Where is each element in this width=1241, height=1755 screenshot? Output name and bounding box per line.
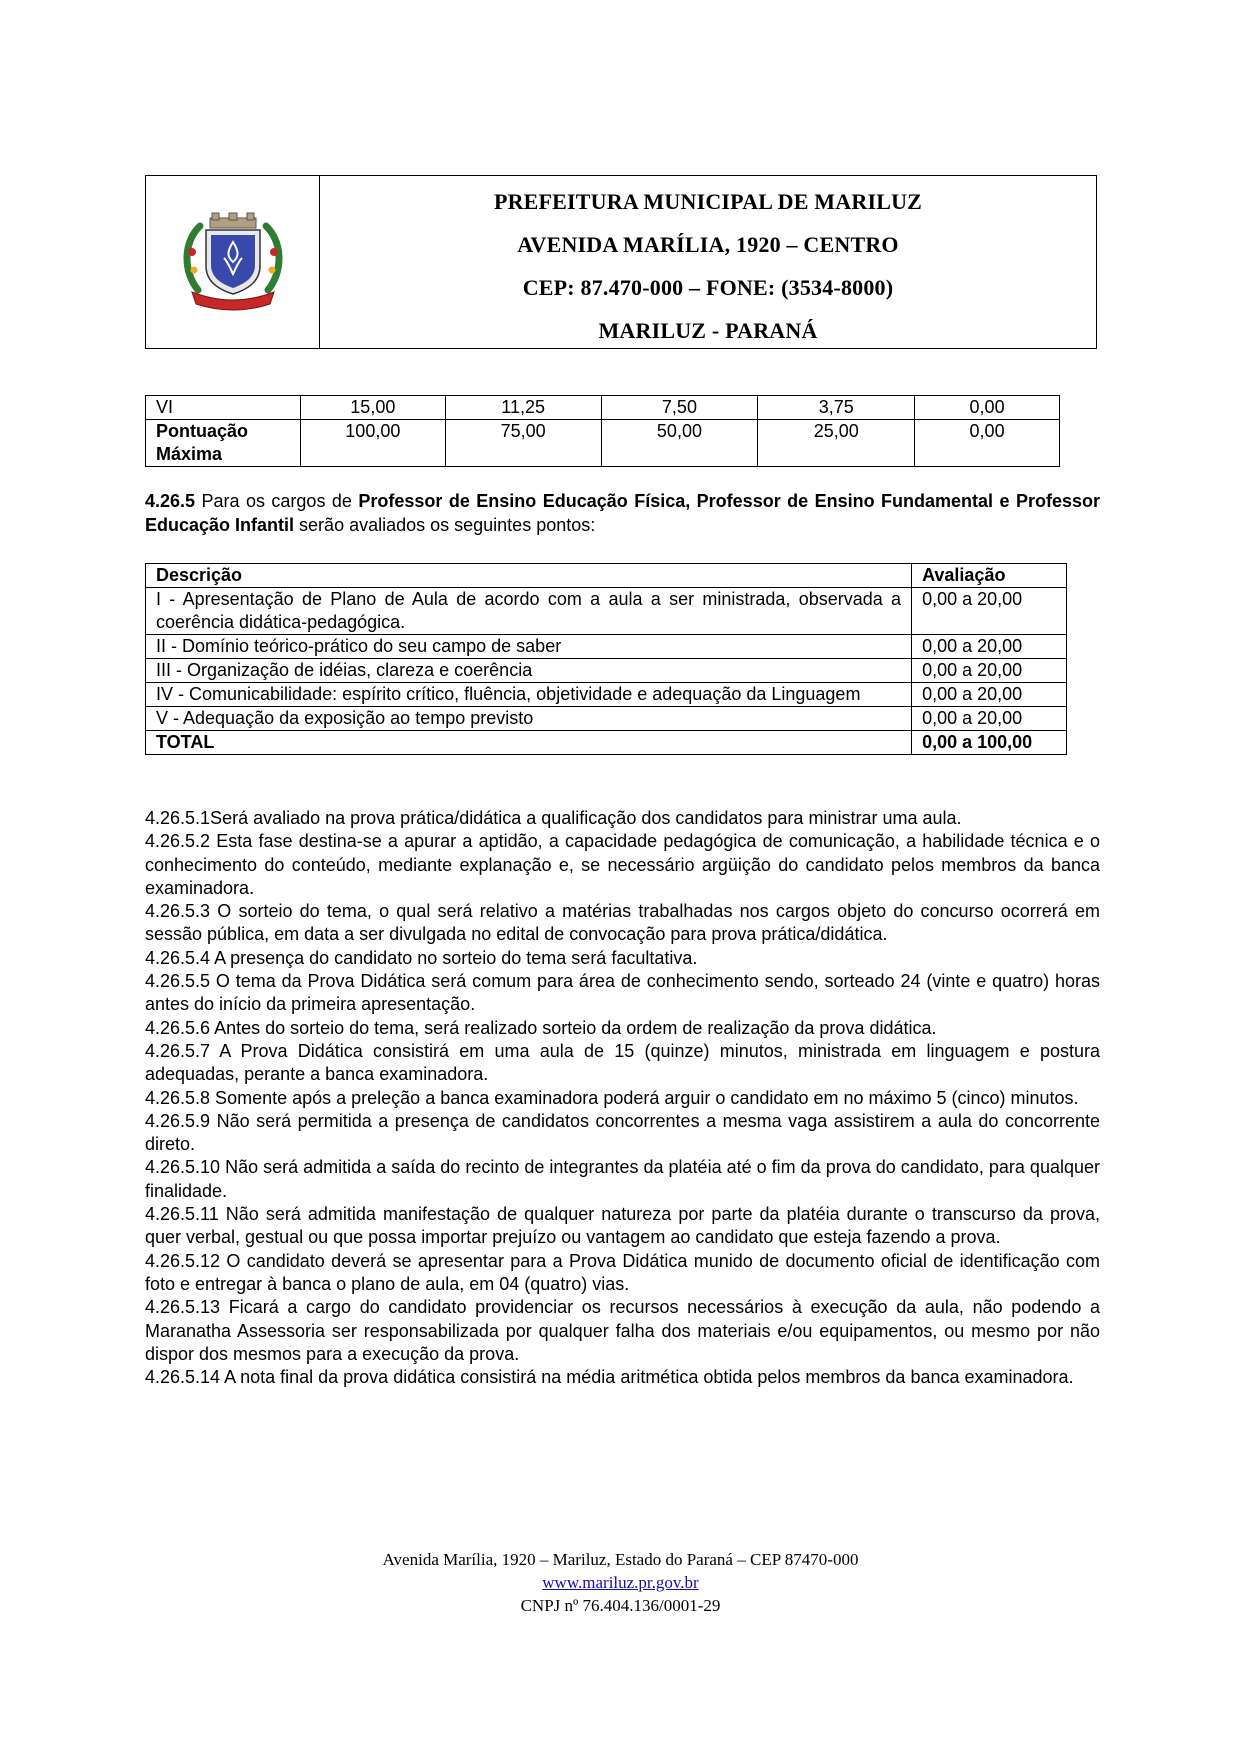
rule-item: 4.26.5.7 A Prova Didática consistirá em uma aula de 15 (quinze) minutos, ministrada em linguagem e postura adequadas, perante a banca examinadora. xyxy=(145,1040,1100,1085)
letterhead-text xyxy=(320,176,1096,348)
total-label: TOTAL xyxy=(146,731,912,755)
table-row xyxy=(146,635,1067,659)
criterion-description: V - Adequação da exposição ao tempo previsto xyxy=(146,707,912,731)
section-outro-text: serão avaliados os seguintes pontos: xyxy=(299,514,596,535)
rule-item: 4.26.5.12 O candidato deverá se apresentar para a Prova Didática munido de documento oficial de identificação com foto e entregar à banca o plano de aula, em 04 (quatro) vias. xyxy=(145,1250,1100,1294)
row-label: VI xyxy=(146,396,301,420)
column-header: Avaliação xyxy=(912,564,1067,588)
column-header: Descrição xyxy=(146,564,912,588)
municipality-name: PREFEITURA MUNICIPAL DE MARILUZ xyxy=(493,189,923,214)
rules-list xyxy=(145,807,1100,1389)
table-total-row xyxy=(146,731,1067,755)
criterion-value: 0,00 a 20,00 xyxy=(912,659,1067,683)
city-state-line: MARILUZ - PARANÁ xyxy=(598,318,818,343)
rule-item: 4.26.5.2 Esta fase destina-se a apurar a aptidão, a capacidade pedagógica de comunicação, a habilidade técnica e o conhecimento do conteúdo, mediante explanação e, se necessário argüição do candidato pelos membros da banca examinadora. xyxy=(145,831,1100,898)
row-label: Pontuação Máxima xyxy=(146,420,301,467)
criterion-description: IV - Comunicabilidade: espírito crítico, fluência, objetividade e adequação da Linguagem xyxy=(146,683,912,707)
footer-cnpj: CNPJ nº 76.404.136/0001-29 xyxy=(520,1596,721,1615)
section-number: 4.26.5 xyxy=(145,491,196,511)
table-row xyxy=(146,420,1060,467)
rule-item: 4.26.5.5 O tema da Prova Didática será comum para área de conhecimento sendo, sorteado 24 (vinte e quatro) horas antes do início da primeira apresentação. xyxy=(145,971,1100,1015)
table-header-row xyxy=(146,564,1067,588)
criterion-description: I - Apresentação de Plano de Aula de acordo com a aula a ser ministrada, observada a coerência didática-pedagógica. xyxy=(146,588,912,635)
table-row xyxy=(146,683,1067,707)
footer-address: Avenida Marília, 1920 – Mariluz, Estado do Paraná – CEP 87470-000 xyxy=(382,1550,859,1569)
table-row xyxy=(146,707,1067,731)
table-cell: 100,00 xyxy=(300,420,445,467)
page-footer xyxy=(0,1548,1241,1617)
table-cell: 0,00 xyxy=(915,396,1060,420)
table-row xyxy=(146,396,1060,420)
table-cell: 3,75 xyxy=(758,396,915,420)
criterion-description: II - Domínio teórico-prático do seu campo de saber xyxy=(146,635,912,659)
address-line: AVENIDA MARÍLIA, 1920 – CENTRO xyxy=(517,232,899,257)
logo-cell xyxy=(146,176,320,348)
table-cell: 7,50 xyxy=(601,396,758,420)
rule-item: 4.26.5.3 O sorteio do tema, o qual será relativo a matérias trabalhadas nos cargos objeto do concurso ocorrerá em sessão pública, em data a ser divulgada no edital de convocação para prova prática/didática. xyxy=(145,901,1100,945)
criterion-description: III - Organização de idéias, clareza e coerência xyxy=(146,659,912,683)
criterion-value: 0,00 a 20,00 xyxy=(912,707,1067,731)
table-cell: 11,25 xyxy=(445,396,601,420)
section-roles: Professor de Ensino Educação Física, Professor de Ensino Fundamental e Professor Educação Infantil xyxy=(145,491,1100,535)
letterhead xyxy=(145,175,1097,349)
table-row xyxy=(146,588,1067,635)
footer-website-link[interactable]: www.mariluz.pr.gov.br xyxy=(542,1573,699,1592)
table-cell: 25,00 xyxy=(758,420,915,467)
criterion-value: 0,00 a 20,00 xyxy=(912,635,1067,659)
rule-item: 4.26.5.9 Não será permitida a presença de candidatos concorrentes a mesma vaga assistirem a aula do concorrente direto. xyxy=(145,1110,1100,1155)
section-intro xyxy=(145,490,1100,537)
rule-item: 4.26.5.4 A presença do candidato no sorteio do tema será facultativa. xyxy=(145,947,698,968)
table-cell: 50,00 xyxy=(601,420,758,467)
rule-item: 4.26.5.14 A nota final da prova didática consistirá na média aritmética obtida pelos membros da banca examinadora. xyxy=(145,1367,1074,1388)
rule-item: 4.26.5.6 Antes do sorteio do tema, será realizado sorteio da ordem de realização da prova didática. xyxy=(145,1017,937,1038)
table-cell: 15,00 xyxy=(300,396,445,420)
criteria-table xyxy=(145,563,1067,755)
criterion-value: 0,00 a 20,00 xyxy=(912,683,1067,707)
cep-phone-line: CEP: 87.470-000 – FONE: (3534-8000) xyxy=(522,275,894,300)
rule-item: 4.26.5.11 Não será admitida manifestação de qualquer natureza por parte da platéia durante o transcurso da prova, quer verbal, gestual ou que possa importar prejuízo ou vantagem ao candidato que esteja fazendo a prova. xyxy=(145,1204,1100,1248)
table-cell: 75,00 xyxy=(445,420,601,467)
table-cell: 0,00 xyxy=(915,420,1060,467)
score-table xyxy=(145,395,1060,467)
coat-of-arms-icon xyxy=(178,212,288,312)
total-value: 0,00 a 100,00 xyxy=(912,731,1067,755)
rule-item: 4.26.5.8 Somente após a preleção a banca examinadora poderá arguir o candidato em no máximo 5 (cinco) minutos. xyxy=(145,1087,1079,1108)
criterion-value: 0,00 a 20,00 xyxy=(912,588,1067,635)
rule-item: 4.26.5.10 Não será admitida a saída do recinto de integrantes da platéia até o fim da prova do candidato, para qualquer finalidade. xyxy=(145,1157,1100,1201)
rule-item: 4.26.5.1Será avaliado na prova prática/didática a qualificação dos candidatos para ministrar uma aula. xyxy=(145,808,962,828)
section-intro-text: Para os cargos de xyxy=(201,491,352,511)
rule-item: 4.26.5.13 Ficará a cargo do candidato providenciar os recursos necessários à execução da aula, não podendo a Maranatha Assessoria ser responsabilizada por qualquer falha dos materiais e/ou equipamentos, ou mesmo por não dispor dos mesmos para a execução da prova. xyxy=(145,1297,1100,1364)
table-row xyxy=(146,659,1067,683)
